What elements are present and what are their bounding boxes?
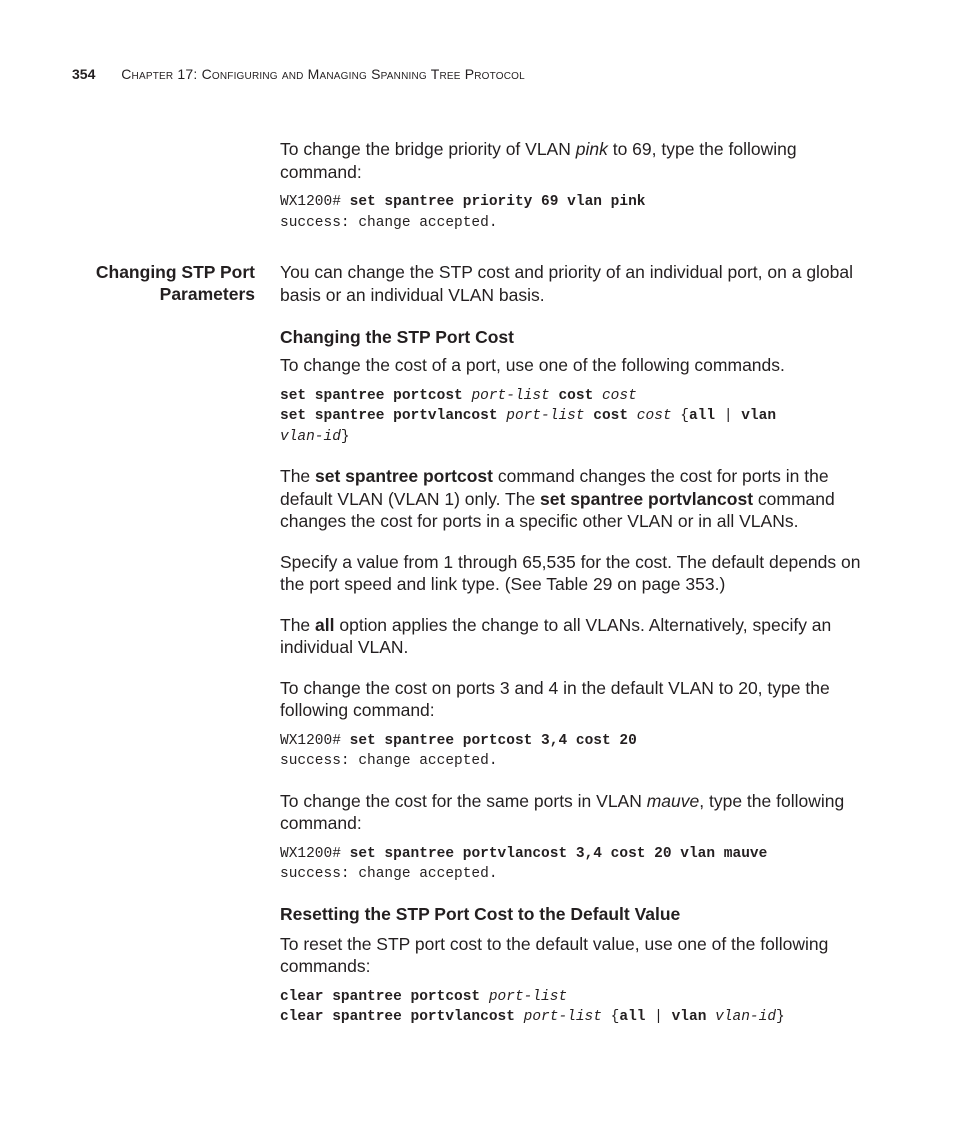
subheading-port-cost: Changing the STP Port Cost [280,327,514,347]
running-header [72,66,525,82]
example2-intro-paragraph: To change the cost for the same ports in VLAN mauve, type the following command: [280,790,845,833]
intro-paragraph: To change the bridge priority of VLAN pink to 69, type the following command: [280,139,797,182]
portcost-description-paragraph: The set spantree portcost command changes the cost for ports in the default VLAN (VLAN 1) only. The set spantree portvlancost command changes the cost for ports in a specific other VLAN or in all VLANs. [280,466,835,531]
code-example-portvlancost: WX1200# set spantree portvlancost 3,4 cost 20 vlan mauve success: change accepted. [280,845,768,882]
example1-intro-paragraph: To change the cost on ports 3 and 4 in the default VLAN to 20, type the following command: [280,677,830,720]
page-number: 354 [72,66,96,82]
main-content [280,138,865,1028]
all-option-paragraph: The all option applies the change to all VLANs. Alternatively, specify an individual VLAN. [280,614,832,657]
code-example-portcost: WX1200# set spantree portcost 3,4 cost 20 success: change accepted. [280,732,637,769]
cost-range-paragraph: Specify a value from 1 through 65,535 for the cost. The default depends on the port speed and link type. (See Table 29 on page 353.) [280,551,861,594]
port-cost-paragraph: To change the cost of a port, use one of the following commands. [280,355,785,375]
section-heading: Changing STP Port Parameters [95,262,255,304]
reset-paragraph: To reset the STP port cost to the default value, use one of the following commands: [280,933,829,976]
section-intro-paragraph: You can change the STP cost and priority of an individual port, on a global basis or an individual VLAN basis. [280,262,854,305]
syntax-block-portcost: set spantree portcost port-list cost cost set spantree portvlancost port-list cost cost {all | vlan vlan-id} [280,387,777,445]
syntax-block-clear: clear spantree portcost port-list clear spantree portvlancost port-list {all | vlan vlan-id} [280,988,785,1025]
subheading-reset-cost: Resetting the STP Port Cost to the Default Value [280,903,681,924]
chapter-label: Chapter 17: Configuring and Managing Spanning Tree Protocol [121,66,525,82]
code-example-priority: WX1200# set spantree priority 69 vlan pink success: change accepted. [280,194,646,231]
